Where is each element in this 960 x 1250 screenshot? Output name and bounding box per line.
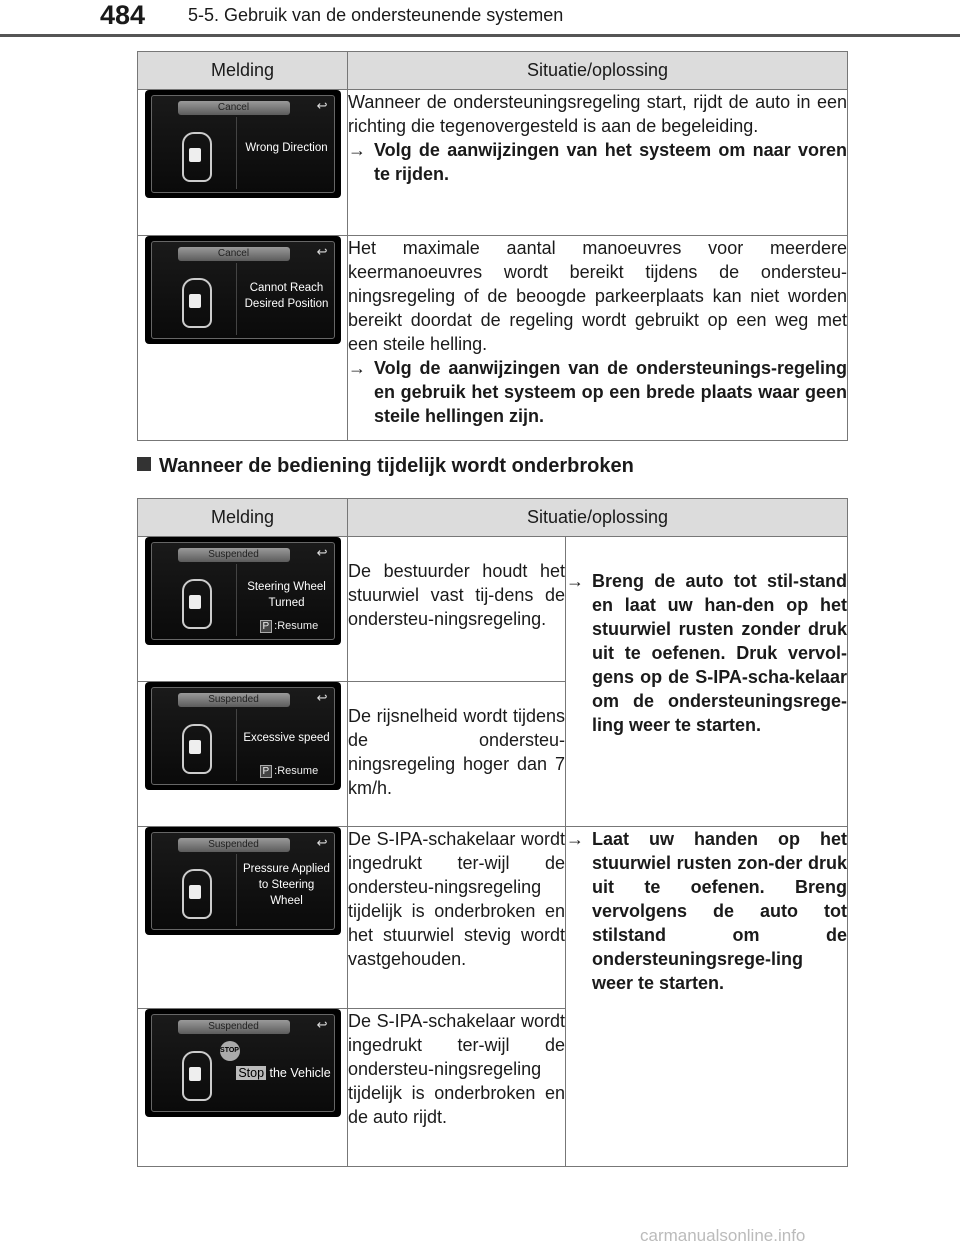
page-number: 484 [100,0,146,30]
solution-text: Volg de aanwijzingen van de ondersteunings-regeling en gebruik het systeem op een brede plaats waar geen steile hellingen zijn. [374,358,847,426]
table-row [138,90,848,236]
arrow-icon: → [566,829,584,849]
melding-cell [138,1009,348,1167]
table-2-header-situatie: Situatie/oplossing [348,499,848,537]
display-screen [145,682,341,790]
screen-status-bar: Suspended [178,838,290,852]
car-icon [182,869,212,919]
table-1 [137,51,848,441]
stop-sign-icon: STOP [220,1041,240,1061]
screen-message: Stop the Vehicle [238,1066,331,1080]
back-icon: ↩ [316,244,328,259]
table-2 [137,498,848,1167]
screen-status-bar: Suspended [178,548,290,562]
table-1-header-melding: Melding [138,52,348,90]
situation-cell [348,537,566,682]
display-screen [145,236,341,344]
display-screen [145,537,341,645]
table-2-header-melding: Melding [138,499,348,537]
solution-cell [566,827,848,1167]
screen-message: Excessive speed [243,732,330,744]
melding-cell [138,236,348,441]
screen-status-bar: Cancel [178,247,290,261]
screen-message: Pressure Applied to Steering Wheel [243,863,330,907]
screen-status-bar: Cancel [178,101,290,115]
solution-cell [566,537,848,827]
s-ipa-switch-icon: P [260,765,273,778]
back-icon: ↩ [316,690,328,705]
display-screen [145,90,341,198]
resume-hint: P :Resume [260,620,319,633]
screen-message: Wrong Direction [245,142,328,154]
car-icon [182,278,212,328]
situation-text: De bestuurder houdt het stuurwiel vast tij-dens de ondersteu-ningsregeling. [348,561,565,629]
table-row [138,236,848,441]
screen-status-bar: Suspended [178,1020,290,1034]
back-icon: ↩ [316,545,328,560]
situation-cell [348,682,566,827]
car-icon [182,1051,212,1101]
solution-text: Volg de aanwijzingen van het systeem om naar voren te rijden. [374,140,847,184]
stop-word: Stop [238,1066,265,1080]
solution-text: Laat uw handen op het stuurwiel rusten zon-der druk uit te oefenen. Breng vervolgens de auto tot stilstand om de ondersteuningsrege-ling weer te starten. [592,829,847,993]
display-screen [145,1009,341,1117]
situation-cell [348,827,566,1009]
melding-cell [138,827,348,1009]
back-icon: ↩ [316,835,328,850]
situation-cell [348,1009,566,1167]
car-icon [182,724,212,774]
table-row [138,827,848,1009]
s-ipa-switch-icon: P [260,620,273,633]
situation-text: Het maximale aantal manoeuvres voor meerdere keermanoeuvres wordt bereikt tijdens de ondersteu-ningsregeling of de beoogde parkeerplaats kan niet worden bereikt doordat de regeling wordt gebruikt op een weg met een steile helling. [348,238,847,354]
solution-text: Breng de auto tot stil-stand en laat uw han-den op het stuurwiel rusten zonder druk uit te oefenen. Druk vervol-gens op de S-IPA-scha-kelaar om de ondersteuningsrege-ling weer te starten. [592,571,847,735]
back-icon: ↩ [316,1017,328,1032]
square-bullet-icon [137,457,151,471]
chapter-title: 5-5. Gebruik van de ondersteunende systemen [188,5,564,25]
screen-status-bar: Suspended [178,693,290,707]
car-icon [182,132,212,182]
melding-cell [138,682,348,827]
situation-text: De rijsnelheid wordt tijdens de ondersteu-ningsregeling hoger dan 7 km/h. [348,706,565,798]
car-icon [182,579,212,629]
header-rule [0,34,960,37]
screen-message: Cannot Reach Desired Position [244,282,329,310]
situation-text: De S-IPA-schakelaar wordt ingedrukt ter-wijl de ondersteu-ningsregeling tijdelijk is onderbroken en de auto rijdt. [348,1011,565,1127]
situation-cell [348,236,848,441]
table-1-header-situatie: Situatie/oplossing [348,52,848,90]
situation-cell [348,90,848,236]
page-header [0,0,960,40]
screen-message: Steering Wheel Turned [247,581,326,609]
melding-cell [138,537,348,682]
section-title: Wanneer de bediening tijdelijk wordt onderbroken [137,455,634,478]
situation-text: De S-IPA-schakelaar wordt ingedrukt ter-wijl de ondersteu-ningsregeling tijdelijk is onderbroken en het stuurwiel stevig wordt vastgehouden. [348,829,565,969]
back-icon: ↩ [316,98,328,113]
watermark: carmanualsonline.info [640,1226,806,1245]
arrow-icon: → [566,571,584,591]
melding-cell [138,90,348,236]
situation-text: Wanneer de ondersteuningsregeling start, rijdt de auto in een richting die tegenovergesteld is aan de begeleiding. [348,92,847,136]
arrow-icon: → [348,358,366,378]
arrow-icon: → [348,140,366,160]
display-screen [145,827,341,935]
table-row [138,537,848,682]
resume-hint: P :Resume [260,765,319,778]
